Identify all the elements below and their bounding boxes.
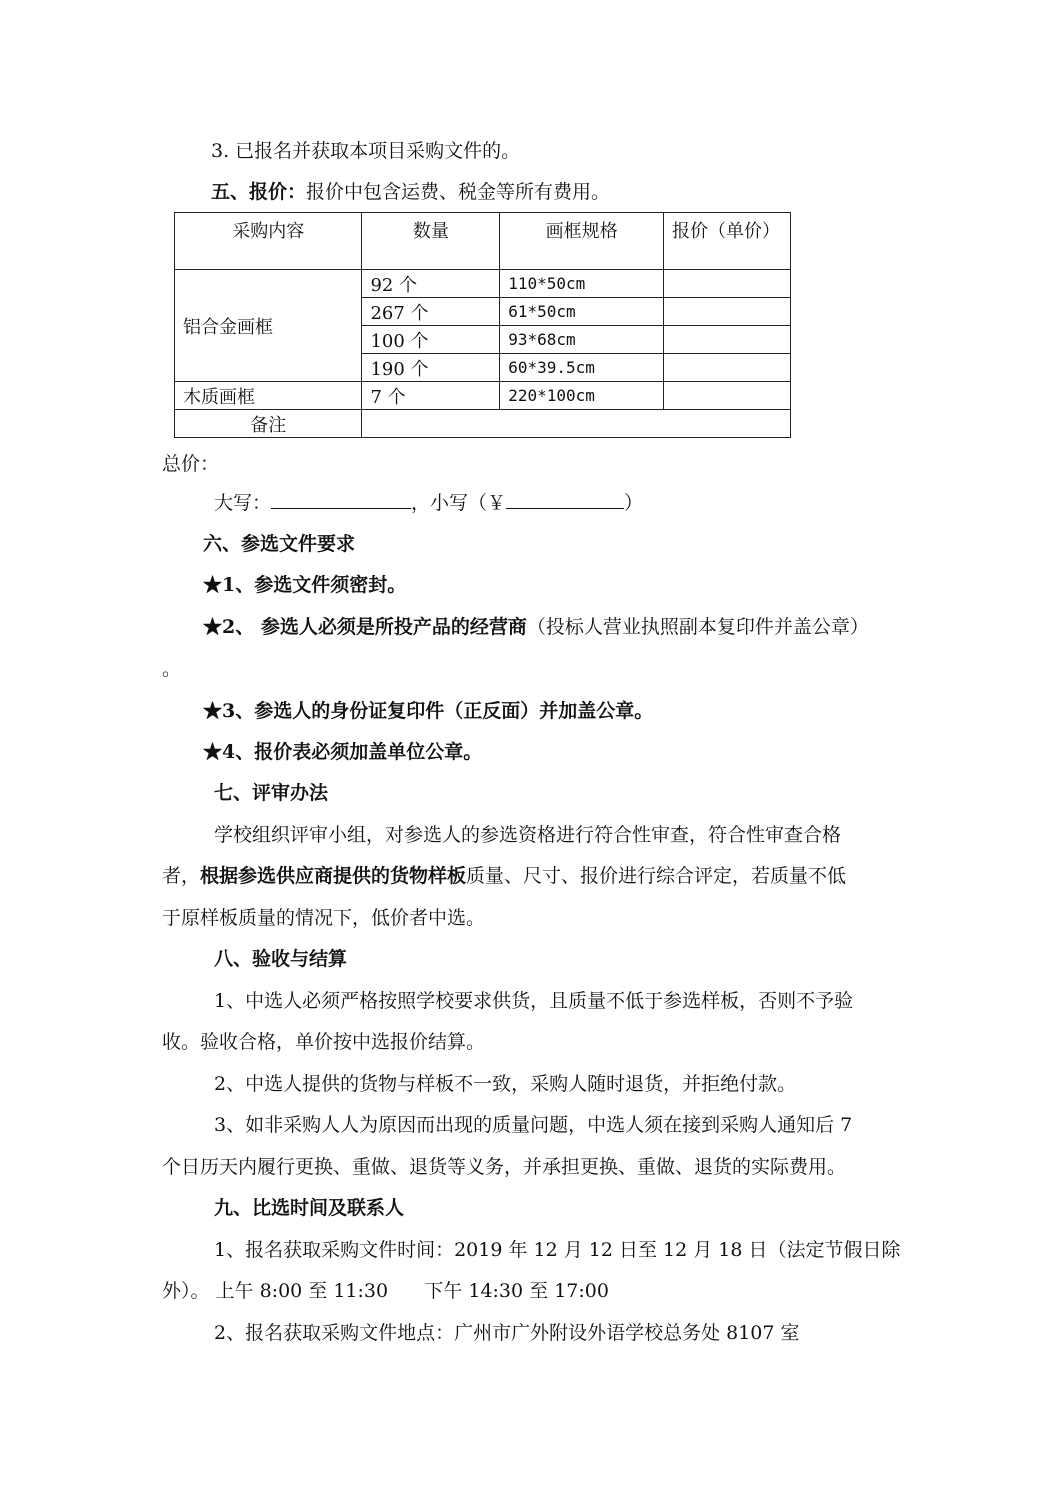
header-content: 采购内容 bbox=[175, 213, 362, 270]
xiaoxie-label: ，小写（￥ bbox=[411, 492, 507, 514]
price-cell[interactable] bbox=[663, 354, 790, 382]
s6-req-1: ★1、参选文件须密封。 bbox=[203, 574, 407, 596]
s7-para-2b: 根据参选供应商 bbox=[200, 865, 334, 887]
note-cell[interactable] bbox=[362, 410, 791, 438]
price-cell[interactable] bbox=[663, 326, 790, 354]
total-label: 总价： bbox=[162, 453, 220, 475]
qty-cell: 92 个 bbox=[362, 270, 500, 298]
wood-frame-name: 木质画框 bbox=[175, 382, 362, 410]
total-amount-line bbox=[214, 490, 643, 515]
daxie-label: 大写： bbox=[214, 492, 272, 514]
s4-item-3: 3. 已报名并获取本项目采购文件的。 bbox=[211, 140, 521, 162]
header-price: 报价（单价） bbox=[663, 213, 790, 270]
s8-item-1b: 收。验收合格，单价按中选报价结算。 bbox=[162, 1031, 486, 1053]
quote-table bbox=[174, 212, 791, 438]
qty-cell: 100 个 bbox=[362, 326, 500, 354]
s7-para-3: 于原样板质量的情况下，低价者中选。 bbox=[162, 907, 486, 929]
price-cell[interactable] bbox=[663, 270, 790, 298]
price-cell[interactable] bbox=[663, 298, 790, 326]
s5-heading: 五、报价： bbox=[211, 181, 307, 203]
qty-cell: 7 个 bbox=[362, 382, 500, 410]
spec-cell: 220*100cm bbox=[500, 382, 664, 410]
s6-heading: 六、参选文件要求 bbox=[203, 533, 356, 555]
s7-para-2c: 提供的货物样板 bbox=[333, 865, 467, 887]
spec-cell: 60*39.5cm bbox=[500, 354, 664, 382]
s9-heading: 九、比选时间及联系人 bbox=[214, 1197, 405, 1219]
table-header-row bbox=[175, 213, 791, 270]
xiaoxie-close: ） bbox=[624, 492, 644, 514]
s6-req-4: ★4、报价表必须加盖单位公章。 bbox=[203, 741, 483, 763]
s6-req-2-paren: （投标人营业执照副本复印件并盖公章） bbox=[526, 616, 869, 638]
table-row bbox=[175, 382, 791, 410]
s5-text: 报价中包含运费、税金等所有费用。 bbox=[306, 181, 611, 203]
spec-cell: 61*50cm bbox=[500, 298, 664, 326]
group-aluminum: 铝合金画框 bbox=[175, 270, 362, 382]
note-label: 备注 bbox=[175, 410, 362, 438]
s9-item-1b: 外）。 上午 8:00 至 11:30 下午 14:30 至 17:00 bbox=[162, 1280, 609, 1302]
price-cell[interactable] bbox=[663, 382, 790, 410]
spec-cell: 110*50cm bbox=[500, 270, 664, 298]
s8-item-1a: 1、中选人必须严格按照学校要求供货，且质量不低于参选样板，否则不予验 bbox=[214, 990, 854, 1012]
s7-para-2 bbox=[162, 864, 846, 888]
s6-req-2-text: ★2、 参选人必须是所投产品的经营商 bbox=[203, 616, 527, 638]
s8-item-2: 2、中选人提供的货物与样板不一致，采购人随时退货，并拒绝付款。 bbox=[214, 1073, 797, 1095]
daxie-blank[interactable] bbox=[271, 490, 411, 509]
s7-heading: 七、评审办法 bbox=[214, 782, 329, 804]
s5-line bbox=[211, 180, 610, 204]
s6-req-2 bbox=[203, 615, 869, 639]
s7-para-2d: 质量、尺寸、报价进行综合评定，若质量不低 bbox=[466, 865, 847, 887]
spec-cell: 93*68cm bbox=[500, 326, 664, 354]
s9-item-1a: 1、报名获取采购文件时间：2019 年 12 月 12 日至 12 月 18 日（法定节假日除 bbox=[214, 1239, 901, 1261]
qty-cell: 267 个 bbox=[362, 298, 500, 326]
s6-req-3: ★3、参选人的身份证复印件（正反面）并加盖公章。 bbox=[203, 700, 654, 722]
s8-item-3b: 个日历天内履行更换、重做、退货等义务，并承担更换、重做、退货的实际费用。 bbox=[162, 1156, 847, 1178]
header-spec: 画框规格 bbox=[500, 213, 664, 270]
qty-cell: 190 个 bbox=[362, 354, 500, 382]
s9-item-2: 2、报名获取采购文件地点：广州市广外附设外语学校总务处 8107 室 bbox=[214, 1322, 800, 1344]
s8-heading: 八、验收与结算 bbox=[214, 948, 348, 970]
s7-para-2a: 者， bbox=[162, 865, 201, 887]
xiaoxie-blank[interactable] bbox=[506, 490, 624, 509]
s6-req-2-end: 。 bbox=[162, 658, 182, 680]
header-qty: 数量 bbox=[362, 213, 500, 270]
table-row bbox=[175, 270, 791, 298]
s8-item-3a: 3、如非采购人人为原因而出现的质量问题，中选人须在接到采购人通知后 7 bbox=[214, 1114, 853, 1136]
s7-para-1: 学校组织评审小组，对参选人的参选资格进行符合性审查，符合性审查合格 bbox=[214, 824, 842, 846]
table-row-note bbox=[175, 410, 791, 438]
